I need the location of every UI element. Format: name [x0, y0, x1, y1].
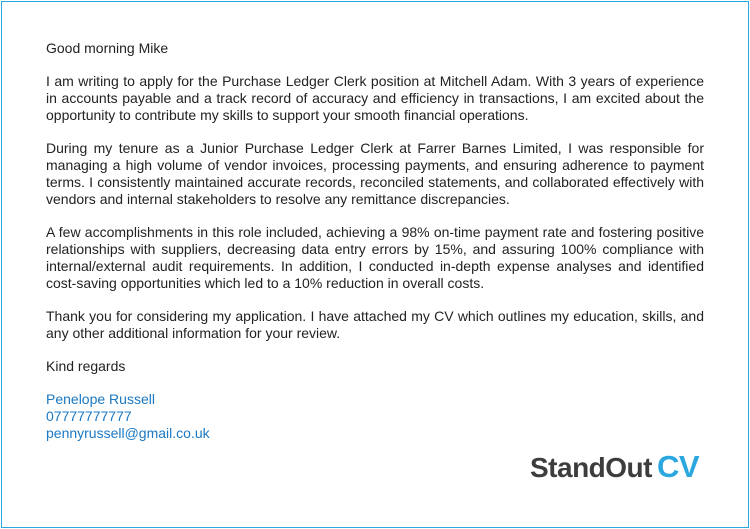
cover-letter	[46, 40, 704, 442]
letter-paragraph-thanks: Thank you for considering my application. I have attached my CV which outlines my education, skills, and any other additional information for your review.	[46, 308, 704, 341]
signature-email: pennyrussell@gmail.co.uk	[46, 425, 210, 441]
logo-accent-text: CV	[657, 449, 700, 484]
letter-paragraph-accomplishments: A few accomplishments in this role included, achieving a 98% on-time payment rate and fostering positive relationships with suppliers, decreasing data entry errors by 15%, and assuring 100% compliance with internal/external audit requirements. In addition, I conducted in-depth expense analyses and identified cost-saving opportunities which led to a 10% reduction in overall costs.	[46, 224, 704, 291]
standout-cv-logo	[530, 451, 699, 482]
letter-paragraph-experience: During my tenure as a Junior Purchase Ledger Clerk at Farrer Barnes Limited, I was responsible for managing a high volume of vendor invoices, processing payments, and ensuring adherence to payment terms. I consistently maintained accurate records, reconciled statements, and collaborated effectively with vendors and internal stakeholders to resolve any remittance discrepancies.	[46, 140, 704, 207]
signature-phone: 07777777777	[46, 408, 132, 424]
signature-block	[46, 391, 704, 442]
signature-name: Penelope Russell	[46, 391, 155, 407]
letter-paragraph-intro: I am writing to apply for the Purchase Ledger Clerk position at Mitchell Adam. With 3 years of experience in accounts payable and a track record of accuracy and efficiency in transactions, I am excited about the opportunity to contribute my skills to support your smooth financial operations.	[46, 73, 704, 123]
letter-greeting: Good morning Mike	[46, 40, 169, 56]
logo-brand-text: StandOut	[530, 452, 652, 483]
letter-closing: Kind regards	[46, 358, 126, 374]
